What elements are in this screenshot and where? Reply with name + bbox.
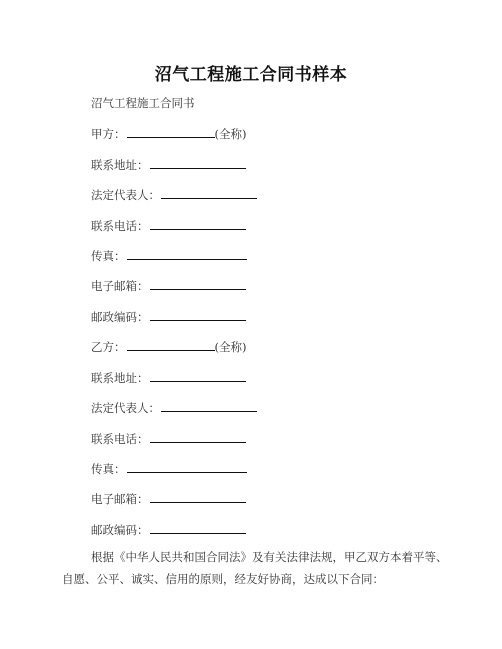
party-a-address-line <box>91 157 246 172</box>
party-b-address-field[interactable] <box>150 370 246 382</box>
party-a-name-field[interactable] <box>127 126 215 138</box>
party-b-postcode-label: 邮政编码： <box>91 523 149 537</box>
party-a-phone-line <box>91 218 246 233</box>
party-b-email-line <box>91 491 246 506</box>
party-a-representative-field[interactable] <box>161 187 257 199</box>
intro-paragraph: 根据《中华人民共和国合同法》及有关法律法规，甲乙双方本着平等、自愿、公平、诚实、信用的原则，经友好协商，达成以下合同： <box>62 550 448 586</box>
party-b-suffix: (全称) <box>214 340 247 354</box>
party-a-fax-label: 传真： <box>91 249 126 263</box>
party-b-representative-label: 法定代表人： <box>91 401 160 415</box>
party-b-fax-field[interactable] <box>127 461 247 473</box>
party-b-fax-label: 传真： <box>91 462 126 476</box>
party-a-fax-line <box>91 248 247 263</box>
document-subtitle: 沼气工程施工合同书 <box>91 96 195 110</box>
party-a-representative-label: 法定代表人： <box>91 188 160 202</box>
party-b-postcode-field[interactable] <box>150 522 246 534</box>
party-b-phone-line <box>91 431 246 446</box>
party-a-email-line <box>91 278 246 293</box>
party-b-representative-field[interactable] <box>161 400 257 412</box>
party-b-postcode-line <box>91 522 246 537</box>
party-a-suffix: (全称) <box>214 127 247 141</box>
party-a-address-field[interactable] <box>150 157 246 169</box>
party-b-line <box>91 339 246 354</box>
party-b-email-label: 电子邮箱： <box>91 492 149 506</box>
party-a-fax-field[interactable] <box>127 248 247 260</box>
party-b-address-line <box>91 370 246 385</box>
party-b-phone-field[interactable] <box>150 431 246 443</box>
party-b-label: 乙方： <box>91 340 126 354</box>
party-b-email-field[interactable] <box>150 491 246 503</box>
party-a-email-label: 电子邮箱： <box>91 279 149 293</box>
document-title: 沼气工程施工合同书样本 <box>154 65 348 85</box>
party-a-phone-field[interactable] <box>150 218 246 230</box>
party-a-label: 甲方： <box>91 127 126 141</box>
party-a-phone-label: 联系电话： <box>91 219 149 233</box>
party-b-fax-line <box>91 461 247 476</box>
party-a-address-label: 联系地址： <box>91 158 149 172</box>
party-b-phone-label: 联系电话： <box>91 432 149 446</box>
party-a-line <box>91 126 246 141</box>
party-b-representative-line <box>91 400 257 415</box>
party-a-postcode-line <box>91 309 246 324</box>
party-b-address-label: 联系地址： <box>91 371 149 385</box>
party-a-postcode-label: 邮政编码： <box>91 310 149 324</box>
party-b-name-field[interactable] <box>127 339 215 351</box>
party-a-email-field[interactable] <box>150 278 246 290</box>
party-a-postcode-field[interactable] <box>150 309 246 321</box>
party-a-representative-line <box>91 187 257 202</box>
